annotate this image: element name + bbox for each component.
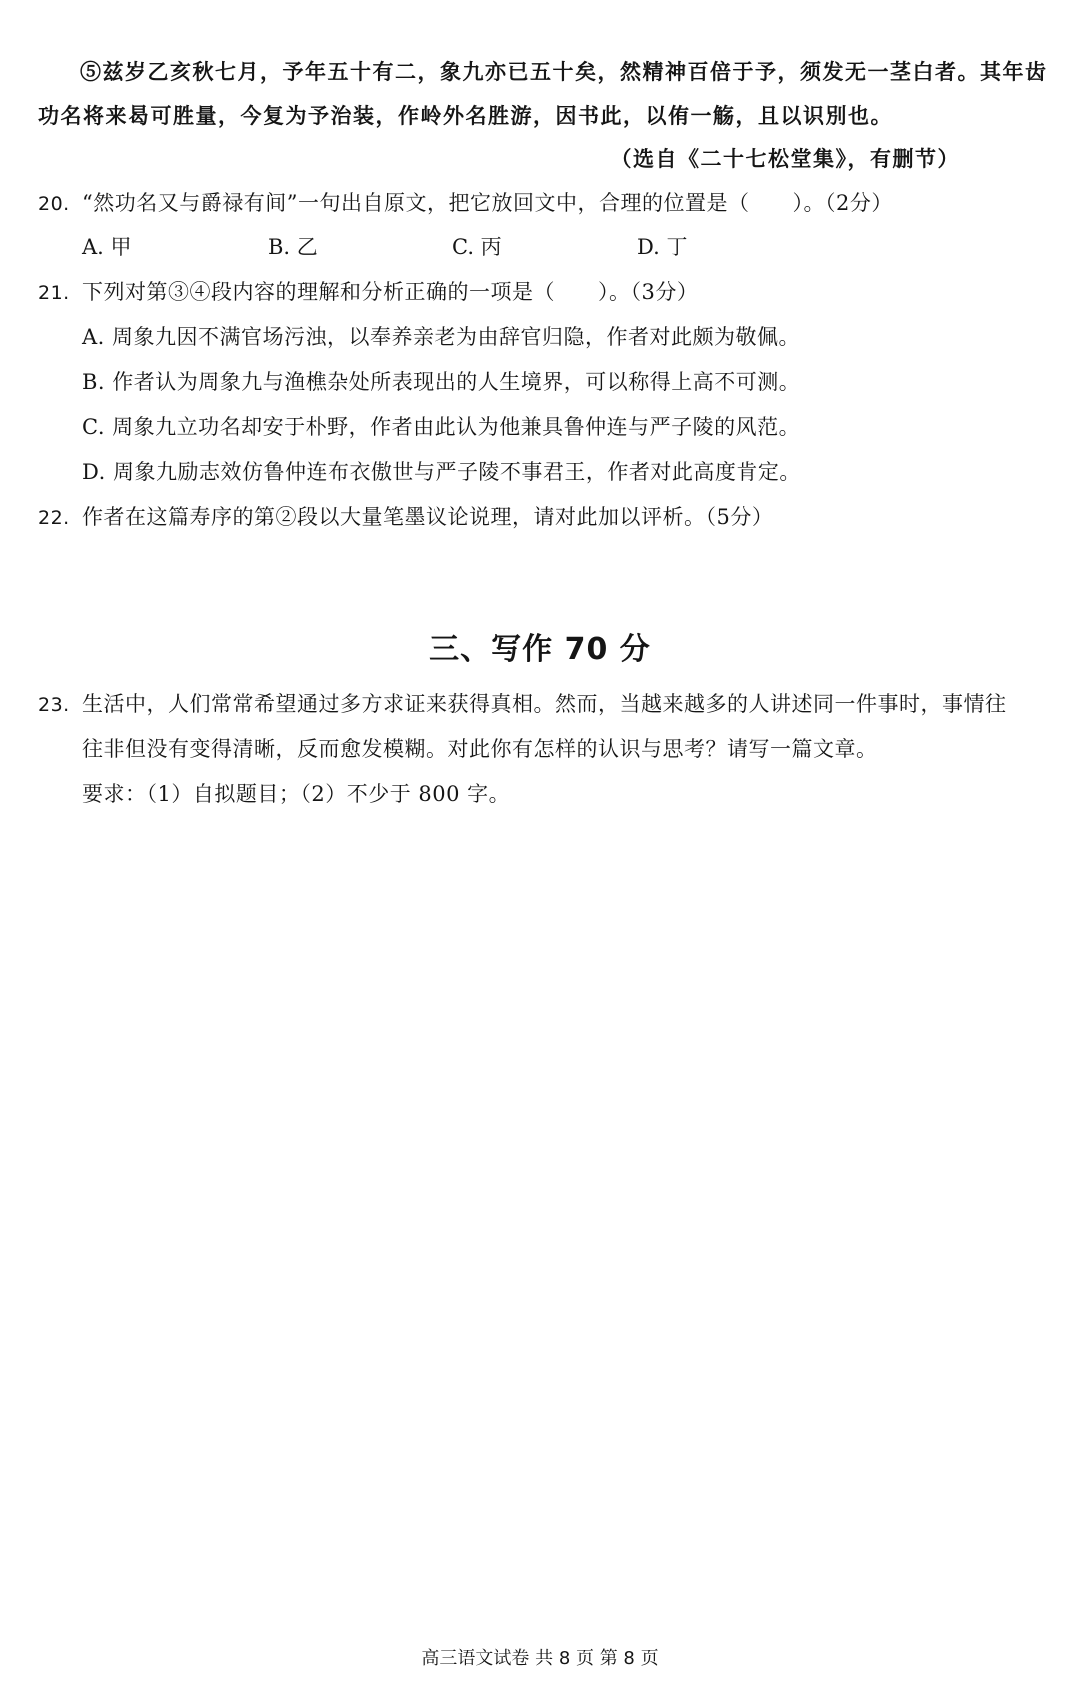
question-21-number: 21. bbox=[38, 282, 70, 304]
question-21-option-a: A. 周象九因不满官场污浊，以奉养亲老为由辞官归隐，作者对此颇为敬佩。 bbox=[82, 325, 801, 349]
question-22-number: 22. bbox=[38, 507, 70, 529]
question-22 bbox=[38, 501, 773, 531]
question-21-option-b: B. 作者认为周象九与渔樵杂处所表现出的人生境界，可以称得上高不可测。 bbox=[82, 370, 801, 394]
question-20-option-c: C. 丙 bbox=[452, 235, 502, 259]
question-20-number: 20. bbox=[38, 193, 70, 215]
question-23 bbox=[38, 688, 1007, 718]
question-21-text: 下列对第③④段内容的理解和分析正确的一项是（ ）。（3分） bbox=[82, 280, 699, 304]
passage-paragraph-5-line-2: 功名将来曷可胜量，今复为予治装，作岭外名胜游，因书此，以侑一觞，且以识別也。 bbox=[38, 103, 893, 128]
question-20-option-d: D. 丁 bbox=[637, 235, 688, 259]
question-23-number: 23. bbox=[38, 694, 70, 716]
question-20-option-a: A. 甲 bbox=[82, 235, 132, 259]
question-22-text: 作者在这篇寿序的第②段以大量笔墨议论说理，请对此加以评析。（5分） bbox=[82, 505, 774, 529]
passage-paragraph-5-line-1: ⑤兹岁乙亥秋七月，予年五十有二，象九亦已五十矣，然精神百倍于予，须发无一茎白者。其年齿 bbox=[80, 59, 1048, 84]
question-20-option-b: B. 乙 bbox=[268, 235, 318, 259]
question-21-option-c: C. 周象九立功名却安于朴野，作者由此认为他兼具鲁仲连与严子陵的风范。 bbox=[82, 415, 801, 439]
question-20 bbox=[38, 187, 893, 217]
question-21 bbox=[38, 276, 698, 306]
question-23-line-1: 生活中，人们常常希望通过多方求证来获得真相。然而，当越来越多的人讲述同一件事时，事情往 bbox=[82, 692, 1007, 716]
page-footer: 高三语文试卷 共 8 页 第 8 页 bbox=[421, 1648, 659, 1669]
question-21-option-d: D. 周象九励志效仿鲁仲连布衣傲世与严子陵不事君王，作者对此高度肯定。 bbox=[82, 460, 801, 484]
section-3-title: 三、写作 70 分 bbox=[429, 632, 651, 667]
question-23-requirement: 要求：（1）自拟题目；（2）不少于 800 字。 bbox=[82, 782, 511, 806]
passage-source: （选自《二十七松堂集》，有删节） bbox=[610, 146, 960, 171]
question-23-line-2: 往非但没有变得清晰，反而愈发模糊。对此你有怎样的认识与思考？请写一篇文章。 bbox=[82, 737, 878, 761]
question-20-text: “然功名又与爵禄有间”一句出自原文，把它放回文中，合理的位置是（ ）。（2分） bbox=[82, 191, 893, 215]
